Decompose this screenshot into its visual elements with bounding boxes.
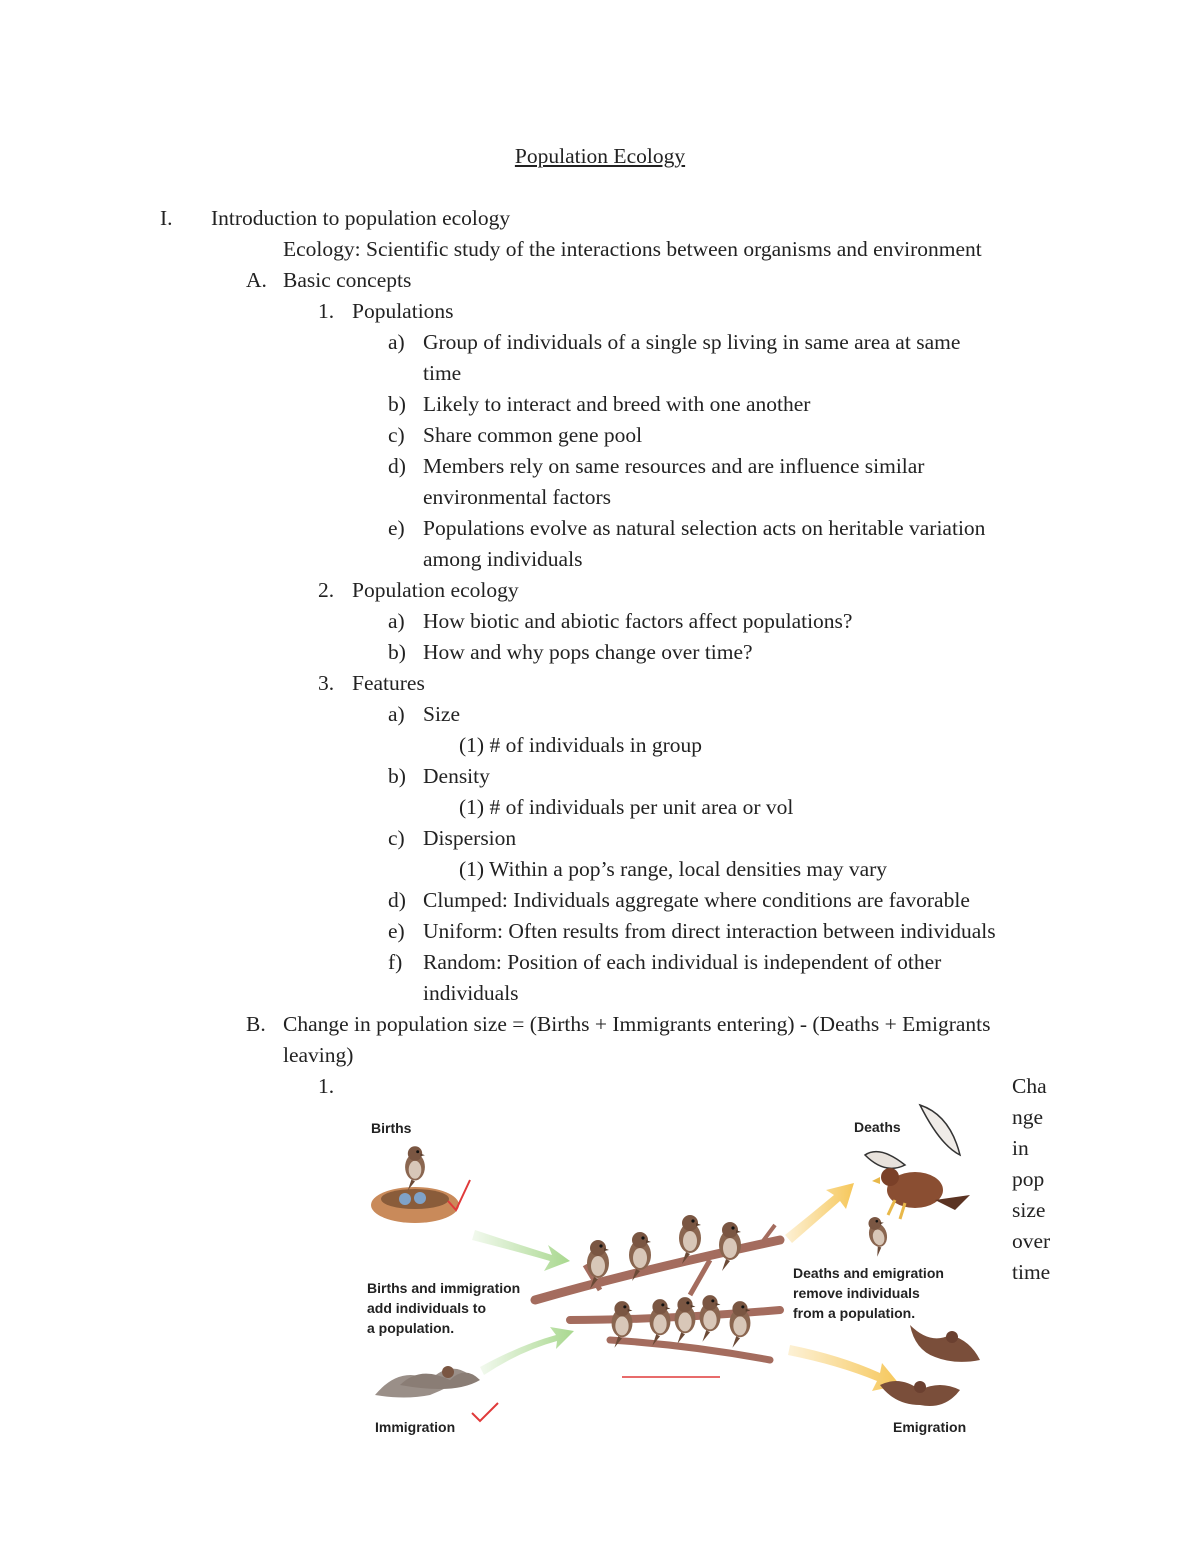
outline-marker-I: I.: [160, 206, 173, 230]
outline-sub-A3b: (1) # of individuals per unit area or vol: [459, 795, 794, 819]
arrow-icon: [785, 1183, 854, 1243]
outline-item-A1d: Members rely on same resources and are influence similar: [423, 454, 925, 478]
side-caption-line: pop: [1012, 1167, 1045, 1191]
immigration-birds-icon: [375, 1366, 480, 1398]
outline-item-A1a-cont: time: [423, 361, 462, 385]
outline-marker-A2a: a): [388, 609, 405, 633]
outline-item-A2b: How and why pops change over time?: [423, 640, 753, 664]
outline-item-A: Basic concepts: [283, 268, 412, 292]
outline-marker-A2: 2.: [318, 578, 335, 602]
outline-marker-A1d: d): [388, 454, 406, 478]
outline-item-B-cont: leaving): [283, 1043, 354, 1067]
ecology-definition: Ecology: Scientific study of the interactions between organisms and environment: [283, 237, 982, 261]
outline-marker-A3d: d): [388, 888, 406, 912]
figure-caption-remove: Deaths and emigration: [793, 1265, 944, 1281]
figure-caption-remove: from a population.: [793, 1305, 916, 1321]
outline-item-A3d: Clumped: Individuals aggregate where conditions are favorable: [423, 888, 970, 912]
outline-marker-A3a: a): [388, 702, 405, 726]
outline-marker-A2b: b): [388, 640, 406, 664]
side-caption-line: size: [1012, 1198, 1046, 1222]
outline-item-A3f: Random: Position of each individual is independent of other: [423, 950, 942, 974]
outline-item-A1d-cont: environmental factors: [423, 485, 612, 509]
outline-sub-A3c: (1) Within a pop’s range, local densities may vary: [459, 857, 888, 881]
outline-item-A3b: Density: [423, 764, 490, 788]
side-caption-line: Cha: [1012, 1074, 1047, 1098]
outline-item-A3a: Size: [423, 702, 461, 726]
outline-item-A1: Populations: [352, 299, 454, 323]
side-caption-line: nge: [1012, 1105, 1044, 1129]
outline-marker-A1e: e): [388, 516, 405, 540]
figure-caption-add: add individuals to: [367, 1300, 487, 1316]
arrow-icon: [480, 1327, 574, 1375]
arrow-icon: [472, 1230, 570, 1271]
outline-item-B: Change in population size = (Births + Immigrants entering) - (Deaths + Emigrants: [283, 1012, 991, 1036]
figure-caption-add: a population.: [367, 1320, 455, 1336]
outline-marker-A1a: a): [388, 330, 405, 354]
emigration-birds-icon: [880, 1325, 980, 1406]
checkmark-icon: [472, 1403, 498, 1421]
outline-item-A1c: Share common gene pool: [423, 423, 643, 447]
outline-item-A2a: How biotic and abiotic factors affect populations?: [423, 609, 853, 633]
outline-marker-A3c: c): [388, 826, 405, 850]
outline-item-A1b: Likely to interact and breed with one another: [423, 392, 811, 416]
population-branch-icon: [535, 1215, 780, 1360]
outline-marker-B1: 1.: [318, 1074, 335, 1098]
outline-marker-A3f: f): [388, 950, 403, 974]
outline-marker-A: A.: [246, 268, 267, 292]
outline-marker-B: B.: [246, 1012, 266, 1036]
outline-marker-A1b: b): [388, 392, 406, 416]
outline-item-A3e: Uniform: Often results from direct interaction between individuals: [423, 919, 996, 943]
figure-label-immigration: Immigration: [375, 1419, 456, 1435]
outline-marker-A1: 1.: [318, 299, 335, 323]
figure-label-emigration: Emigration: [893, 1419, 967, 1435]
figure-caption-remove: remove individuals: [793, 1285, 920, 1301]
outline-item-A3: Features: [352, 671, 425, 695]
outline-item-A1e: Populations evolve as natural selection acts on heritable variation: [423, 516, 986, 540]
side-caption-line: time: [1012, 1260, 1051, 1284]
outline-item-A1a: Group of individuals of a single sp living in same area at same: [423, 330, 961, 354]
outline-sub-A3a: (1) # of individuals in group: [459, 733, 703, 757]
figure-caption-add: Births and immigration: [367, 1280, 521, 1296]
figure-label-deaths: Deaths: [854, 1119, 901, 1135]
nest-icon: [371, 1146, 459, 1223]
outline-marker-A3: 3.: [318, 671, 335, 695]
page-title: Population Ecology: [514, 144, 686, 168]
outline-item-A2: Population ecology: [352, 578, 519, 602]
outline-marker-A3e: e): [388, 919, 405, 943]
side-caption-line: over: [1012, 1229, 1051, 1253]
outline-item-A3f-cont: individuals: [423, 981, 519, 1005]
outline-marker-A1c: c): [388, 423, 405, 447]
outline-item-A3c: Dispersion: [423, 826, 517, 850]
outline-item-I: Introduction to population ecology: [211, 206, 511, 230]
side-caption-line: in: [1012, 1136, 1029, 1160]
outline-marker-A3b: b): [388, 764, 406, 788]
outline-item-A1e-cont: among individuals: [423, 547, 583, 571]
figure-label-births: Births: [371, 1120, 412, 1136]
